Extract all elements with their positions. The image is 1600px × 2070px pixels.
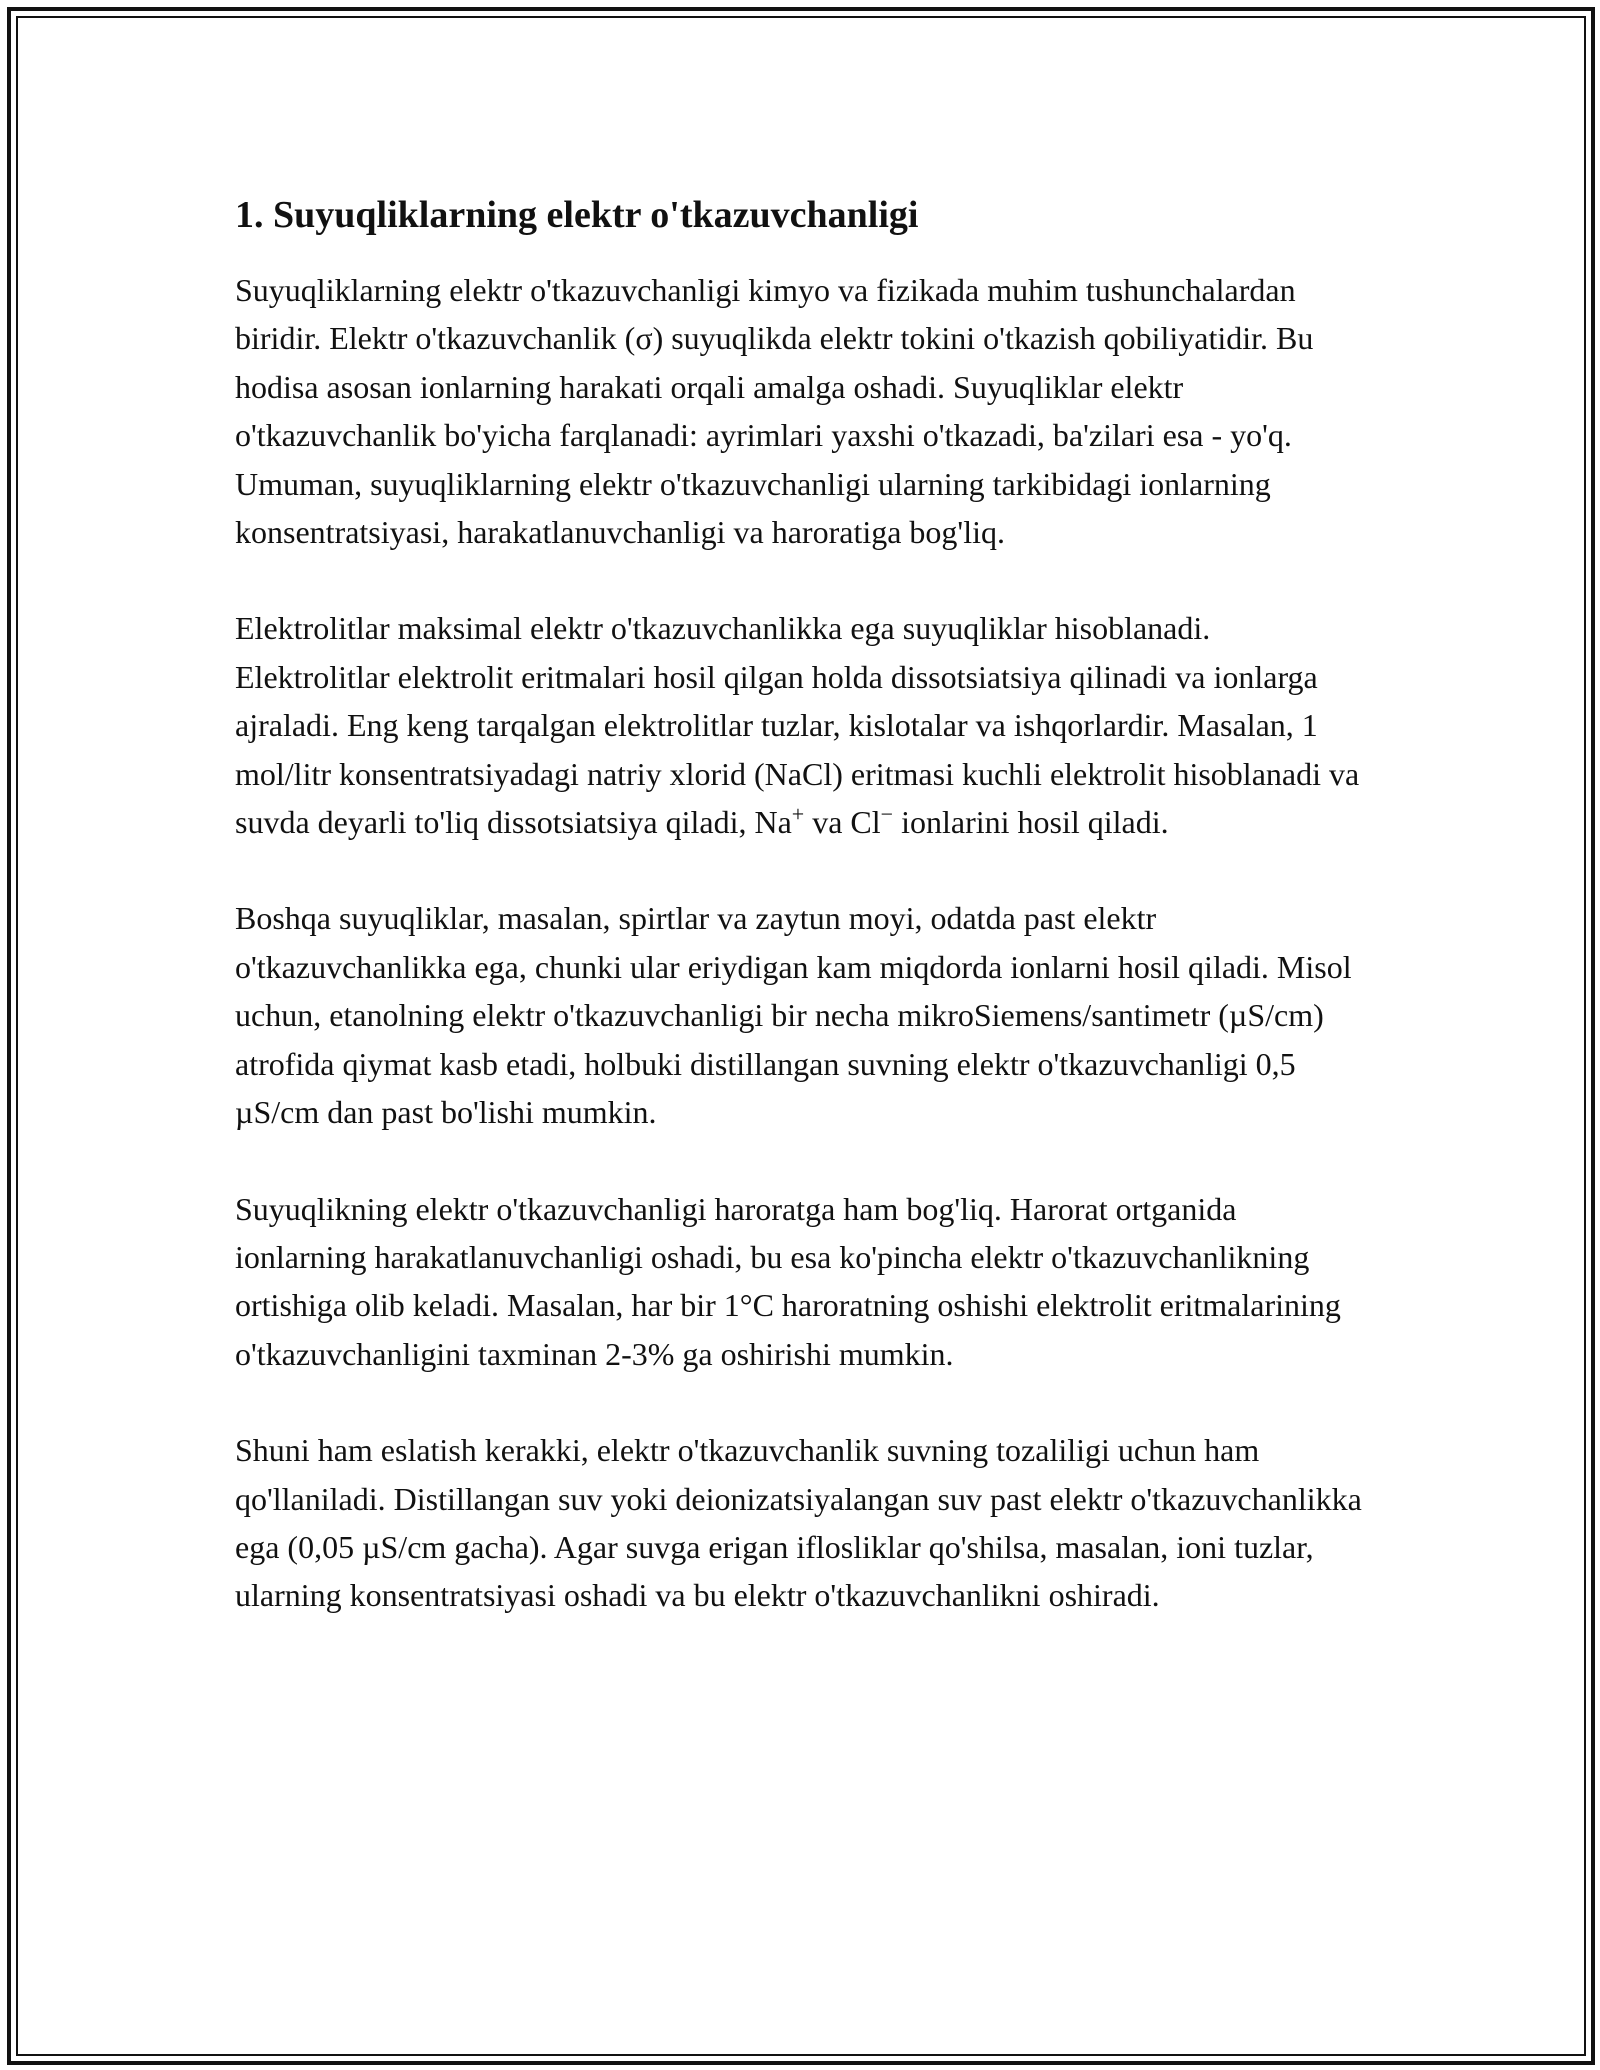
- paragraph-5: Shuni ham eslatish kerakki, elektr o'tkazuvchanlik suvning tozaliligi uchun ham qo'llaniladi. Distillangan suv yoki deionizatsiyalangan suv past elektr o'tkazuvchanlikka ega (0,05 µS/cm gacha). Agar suvga erigan iflosliklar qo'shilsa, masalan, ioni tuzlar, ularning konsentratsiyasi oshadi va bu elektr o'tkazuvchanlikni oshiradi.: [235, 1432, 1362, 1614]
- paragraph-3: Boshqa suyuqliklar, masalan, spirtlar va zaytun moyi, odatda past elektr o'tkazuvchanlikka ega, chunki ular eriydigan kam miqdorda ionlarni hosil qiladi. Misol uchun, etanolning elektr o'tkazuvchanligi bir necha mikroSiemens/santimetr (µS/cm) atrofida qiymat kasb etadi, holbuki distillangan suvning elektr o'tkazuvchanligi 0,5 µS/cm dan past bo'lishi mumkin.: [235, 900, 1352, 1131]
- paragraph-2-text-end: ionlarini hosil qiladi.: [893, 804, 1169, 841]
- paragraph-2-text: Elektrolitlar maksimal elektr o'tkazuvchanlikka ega suyuqliklar hisoblanadi. Elektrolitlar elektrolit eritmalari hosil qilgan holda dissotsiatsiya qilinadi va ionlarga ajraladi. Eng keng tarqalgan elektrolitlar tuzlar, kislotalar va ishqorlardir. Masalan, 1 mol/litr konsentratsiyadagi natriy xlorid (NaCl) eritmasi kuchli elektrolit hisoblanadi va suvda deyarli to'liq dissotsiatsiya qiladi, Na: [235, 610, 1360, 841]
- paragraph-2: [235, 604, 1365, 846]
- document-body: [235, 190, 1365, 1668]
- sodium-ion-charge: +: [791, 801, 805, 827]
- paragraph-1: Suyuqliklarning elektr o'tkazuvchanligi kimyo va fizikada muhim tushunchalardan biridir. Elektr o'tkazuvchanlik (σ) suyuqlikda elektr tokini o'tkazish qobiliyatidir. Bu hodisa asosan ionlarning harakati orqali amalga oshadi. Suyuqliklar elektr o'tkazuvchanlik bo'yicha farqlanadi: ayrimlari yaxshi o'tkazadi, ba'zilari esa - yo'q. Umuman, suyuqliklarning elektr o'tkazuvchanligi ularning tarkibidagi ionlarning konsentratsiyasi, harakatlanuvchanligi va haroratiga bog'liq.: [235, 272, 1314, 551]
- paragraph-4: Suyuqlikning elektr o'tkazuvchanligi haroratga ham bog'liq. Harorat ortganida ionlarning harakatlanuvchanligi oshadi, bu esa ko'pincha elektr o'tkazuvchanlikning ortishiga olib keladi. Masalan, har bir 1°C haroratning oshishi elektrolit eritmalarining o'tkazuvchanligini taxminan 2-3% ga oshirishi mumkin.: [235, 1190, 1341, 1372]
- paragraph-2-text-middle: va Cl: [804, 804, 881, 841]
- chloride-ion-charge: −: [880, 801, 894, 827]
- section-title: 1. Suyuqliklarning elektr o'tkazuvchanligi: [235, 194, 919, 236]
